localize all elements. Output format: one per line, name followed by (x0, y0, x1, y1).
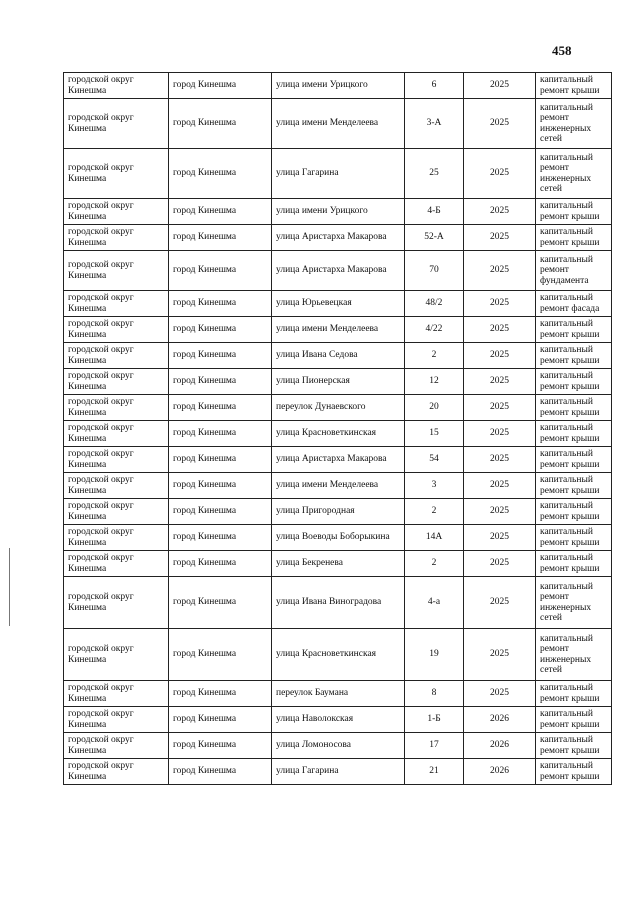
cell-work-type: капитальный ремонт крыши (536, 343, 612, 369)
cell-work-type: капитальный ремонт крыши (536, 759, 612, 785)
cell-year: 2025 (464, 317, 536, 343)
cell-house-number: 20 (405, 395, 464, 421)
table-row (64, 525, 612, 551)
cell-settlement: город Кинешма (169, 473, 272, 499)
table-row (64, 421, 612, 447)
cell-municipality: городской округ Кинешма (64, 149, 169, 199)
cell-settlement: город Кинешма (169, 317, 272, 343)
cell-work-type: капитальный ремонт крыши (536, 73, 612, 99)
cell-settlement: город Кинешма (169, 291, 272, 317)
cell-work-type: капитальный ремонт фундамента (536, 251, 612, 291)
cell-house-number: 3-А (405, 99, 464, 149)
cell-work-type: капитальный ремонт крыши (536, 421, 612, 447)
cell-work-type: капитальный ремонт крыши (536, 525, 612, 551)
cell-street: улица Аристарха Макарова (272, 225, 405, 251)
cell-house-number: 1-Б (405, 707, 464, 733)
table-row (64, 343, 612, 369)
cell-house-number: 52-А (405, 225, 464, 251)
cell-municipality: городской округ Кинешма (64, 369, 169, 395)
table-row (64, 291, 612, 317)
cell-work-type: капитальный ремонт инженерных сетей (536, 629, 612, 681)
cell-settlement: город Кинешма (169, 525, 272, 551)
cell-street: улица имени Менделеева (272, 473, 405, 499)
cell-settlement: город Кинешма (169, 733, 272, 759)
cell-street: улица Пригородная (272, 499, 405, 525)
cell-work-type: капитальный ремонт крыши (536, 551, 612, 577)
cell-street: улица Гагарина (272, 759, 405, 785)
cell-municipality: городской округ Кинешма (64, 707, 169, 733)
cell-settlement: город Кинешма (169, 343, 272, 369)
cell-municipality: городской округ Кинешма (64, 499, 169, 525)
table-row (64, 149, 612, 199)
table-row (64, 199, 612, 225)
cell-street: улица Аристарха Макарова (272, 447, 405, 473)
table-row (64, 759, 612, 785)
cell-house-number: 4-Б (405, 199, 464, 225)
cell-year: 2025 (464, 199, 536, 225)
cell-year: 2025 (464, 577, 536, 629)
table-row (64, 551, 612, 577)
cell-municipality: городской округ Кинешма (64, 733, 169, 759)
cell-settlement: город Кинешма (169, 707, 272, 733)
cell-street: улица Аристарха Макарова (272, 251, 405, 291)
cell-street: улица имени Урицкого (272, 199, 405, 225)
cell-settlement: город Кинешма (169, 149, 272, 199)
table-body (64, 73, 612, 785)
cell-house-number: 25 (405, 149, 464, 199)
cell-work-type: капитальный ремонт крыши (536, 733, 612, 759)
cell-work-type: капитальный ремонт крыши (536, 317, 612, 343)
table-row (64, 73, 612, 99)
cell-municipality: городской округ Кинешма (64, 395, 169, 421)
table-row (64, 395, 612, 421)
cell-year: 2025 (464, 149, 536, 199)
cell-house-number: 8 (405, 681, 464, 707)
table-row (64, 681, 612, 707)
cell-year: 2026 (464, 733, 536, 759)
cell-year: 2025 (464, 681, 536, 707)
cell-year: 2025 (464, 225, 536, 251)
cell-settlement: город Кинешма (169, 447, 272, 473)
table-row (64, 577, 612, 629)
table-row (64, 225, 612, 251)
cell-work-type: капитальный ремонт крыши (536, 681, 612, 707)
cell-house-number: 54 (405, 447, 464, 473)
cell-house-number: 17 (405, 733, 464, 759)
cell-municipality: городской округ Кинешма (64, 447, 169, 473)
cell-settlement: город Кинешма (169, 577, 272, 629)
cell-year: 2025 (464, 447, 536, 473)
cell-house-number: 6 (405, 73, 464, 99)
cell-house-number: 4/22 (405, 317, 464, 343)
cell-house-number: 19 (405, 629, 464, 681)
cell-municipality: городской округ Кинешма (64, 99, 169, 149)
cell-settlement: город Кинешма (169, 551, 272, 577)
cell-municipality: городской округ Кинешма (64, 251, 169, 291)
cell-year: 2025 (464, 251, 536, 291)
cell-street: улица имени Урицкого (272, 73, 405, 99)
cell-settlement: город Кинешма (169, 369, 272, 395)
cell-street: улица имени Менделеева (272, 317, 405, 343)
cell-municipality: городской округ Кинешма (64, 629, 169, 681)
cell-year: 2025 (464, 291, 536, 317)
table-row (64, 707, 612, 733)
cell-settlement: город Кинешма (169, 395, 272, 421)
cell-year: 2025 (464, 99, 536, 149)
cell-house-number: 70 (405, 251, 464, 291)
cell-work-type: капитальный ремонт инженерных сетей (536, 577, 612, 629)
cell-municipality: городской округ Кинешма (64, 225, 169, 251)
cell-work-type: капитальный ремонт крыши (536, 447, 612, 473)
cell-year: 2026 (464, 707, 536, 733)
cell-work-type: капитальный ремонт инженерных сетей (536, 149, 612, 199)
cell-municipality: городской округ Кинешма (64, 551, 169, 577)
cell-work-type: капитальный ремонт крыши (536, 199, 612, 225)
cell-house-number: 2 (405, 343, 464, 369)
cell-house-number: 4-а (405, 577, 464, 629)
cell-year: 2025 (464, 551, 536, 577)
cell-year: 2025 (464, 499, 536, 525)
table-row (64, 369, 612, 395)
page-number: 458 (552, 43, 572, 58)
cell-municipality: городской округ Кинешма (64, 759, 169, 785)
cell-municipality: городской округ Кинешма (64, 343, 169, 369)
cell-street: улица Наволокская (272, 707, 405, 733)
cell-work-type: капитальный ремонт фасада (536, 291, 612, 317)
cell-municipality: городской округ Кинешма (64, 317, 169, 343)
cell-street: улица Бекренева (272, 551, 405, 577)
cell-work-type: капитальный ремонт крыши (536, 473, 612, 499)
cell-work-type: капитальный ремонт крыши (536, 707, 612, 733)
table-row (64, 317, 612, 343)
cell-settlement: город Кинешма (169, 199, 272, 225)
cell-year: 2025 (464, 395, 536, 421)
cell-house-number: 21 (405, 759, 464, 785)
repair-schedule-table (63, 72, 612, 785)
cell-settlement: город Кинешма (169, 629, 272, 681)
cell-settlement: город Кинешма (169, 225, 272, 251)
cell-house-number: 12 (405, 369, 464, 395)
table-row (64, 473, 612, 499)
cell-street: улица Юрьевецкая (272, 291, 405, 317)
scan-artifact-line (9, 548, 10, 626)
cell-house-number: 48/2 (405, 291, 464, 317)
table-row (64, 629, 612, 681)
table-row (64, 447, 612, 473)
cell-settlement: город Кинешма (169, 681, 272, 707)
cell-settlement: город Кинешма (169, 759, 272, 785)
cell-work-type: капитальный ремонт инженерных сетей (536, 99, 612, 149)
table-row (64, 251, 612, 291)
cell-municipality: городской округ Кинешма (64, 73, 169, 99)
table-row (64, 99, 612, 149)
cell-settlement: город Кинешма (169, 73, 272, 99)
cell-street: улица Красноветкинская (272, 421, 405, 447)
cell-street: улица Воеводы Боборыкина (272, 525, 405, 551)
cell-street: улица Красноветкинская (272, 629, 405, 681)
cell-work-type: капитальный ремонт крыши (536, 499, 612, 525)
cell-house-number: 14А (405, 525, 464, 551)
cell-street: улица Ивана Виноградова (272, 577, 405, 629)
cell-house-number: 2 (405, 551, 464, 577)
cell-street: переулок Баумана (272, 681, 405, 707)
cell-municipality: городской округ Кинешма (64, 525, 169, 551)
cell-year: 2025 (464, 525, 536, 551)
cell-street: улица Ломоносова (272, 733, 405, 759)
cell-house-number: 2 (405, 499, 464, 525)
cell-year: 2025 (464, 473, 536, 499)
cell-street: улица имени Менделеева (272, 99, 405, 149)
cell-municipality: городской округ Кинешма (64, 291, 169, 317)
cell-house-number: 3 (405, 473, 464, 499)
cell-municipality: городской округ Кинешма (64, 421, 169, 447)
cell-municipality: городской округ Кинешма (64, 199, 169, 225)
cell-settlement: город Кинешма (169, 499, 272, 525)
cell-year: 2025 (464, 369, 536, 395)
cell-municipality: городской округ Кинешма (64, 473, 169, 499)
cell-year: 2025 (464, 629, 536, 681)
cell-street: улица Гагарина (272, 149, 405, 199)
cell-settlement: город Кинешма (169, 99, 272, 149)
cell-house-number: 15 (405, 421, 464, 447)
cell-settlement: город Кинешма (169, 421, 272, 447)
cell-work-type: капитальный ремонт крыши (536, 225, 612, 251)
cell-work-type: капитальный ремонт крыши (536, 369, 612, 395)
cell-street: улица Ивана Седова (272, 343, 405, 369)
cell-municipality: городской округ Кинешма (64, 681, 169, 707)
cell-street: улица Пионерская (272, 369, 405, 395)
cell-year: 2025 (464, 421, 536, 447)
cell-municipality: городской округ Кинешма (64, 577, 169, 629)
table-row (64, 733, 612, 759)
cell-settlement: город Кинешма (169, 251, 272, 291)
cell-street: переулок Дунаевского (272, 395, 405, 421)
cell-year: 2026 (464, 759, 536, 785)
cell-work-type: капитальный ремонт крыши (536, 395, 612, 421)
cell-year: 2025 (464, 73, 536, 99)
table-row (64, 499, 612, 525)
cell-year: 2025 (464, 343, 536, 369)
